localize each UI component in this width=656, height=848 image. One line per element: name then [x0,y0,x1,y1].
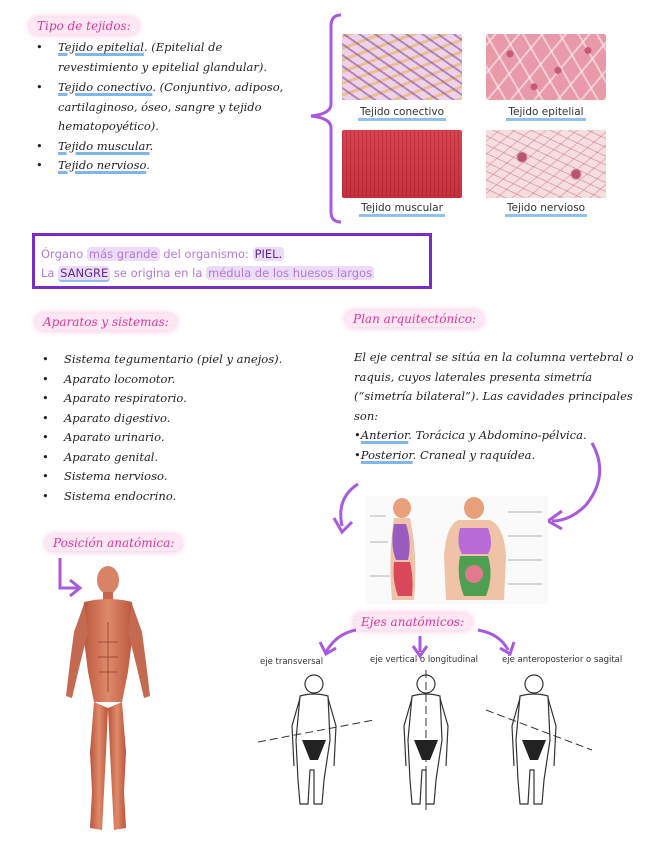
list-item: • Aparato respiratorio. [36,389,336,409]
connective-tissue-image [342,34,462,100]
tissues-list [30,38,305,176]
axis-label-transversal: eje transversal [260,657,324,667]
list-item: • Sistema nervioso. [36,467,336,487]
systems-list [36,350,336,506]
bracket-icon [305,12,345,227]
axis-figure-anteroposterior [484,670,594,810]
axis-label-vertical: eje vertical o longitudinal [370,655,478,665]
plan-heading: Plan arquitectónico: [346,311,483,327]
list-item: • Sistema tegumentario (piel y anejos). [36,350,336,370]
axis-figure-vertical [376,670,476,810]
tissues-heading: Tipo de tejidos: [30,18,138,34]
fact-blood: La SANGRE se origina en la médula de los huesos largos [41,266,373,280]
axis-label-anteroposterior: eje anteroposterior o sagital [502,655,623,665]
plan-anterior: •Anterior. Torácica y Abdomino-pélvica. [354,428,587,442]
list-item: • Tejido epitelial. (Epitelial de revestimiento y epitelial glandular). [30,38,305,77]
list-item: • Tejido nervioso. [30,156,305,176]
tile-label-nervioso: Tejido nervioso [484,202,608,214]
tile-label-muscular: Tejido muscular [340,202,464,214]
list-item: • Aparato digestivo. [36,409,336,429]
arrow-icon [330,478,370,548]
axis-figure-transversal [256,670,376,810]
plan-posterior: •Posterior. Craneal y raquídea. [354,447,536,462]
list-item: • Aparato urinario. [36,428,336,448]
plan-description: El eje central se sitúa en la columna vertebral o raquis, cuyos laterales presenta simetría (“simetría bilateral”). Las cavidades principales son: [354,350,634,423]
list-item: • Aparato locomotor. [36,370,336,390]
systems-heading: Aparatos y sistemas: [36,314,176,330]
epithelial-tissue-image [486,34,606,100]
nervous-tissue-image [486,130,606,198]
list-item: • Tejido muscular. [30,137,305,157]
anatomical-figure-illustration [60,562,156,842]
list-item: • Aparato genital. [36,448,336,468]
axes-heading: Ejes anatómicos: [354,614,471,630]
arrow-icon [540,435,610,535]
list-item: • Sistema endocrino. [36,487,336,507]
position-heading: Posición anatómica: [46,535,181,551]
fact-skin: Órgano más grande del organismo: PIEL. [41,247,283,261]
facts-box [32,233,432,289]
body-cavities-illustration [366,496,548,604]
tile-label-conectivo: Tejido conectivo [340,106,464,118]
tile-label-epitelial: Tejido epitelial [484,106,608,118]
muscle-tissue-image [342,130,462,198]
list-item: • Tejido conectivo. (Conjuntivo, adiposo, cartilaginoso, óseo, sangre y tejido hematopoyético). [30,78,305,137]
